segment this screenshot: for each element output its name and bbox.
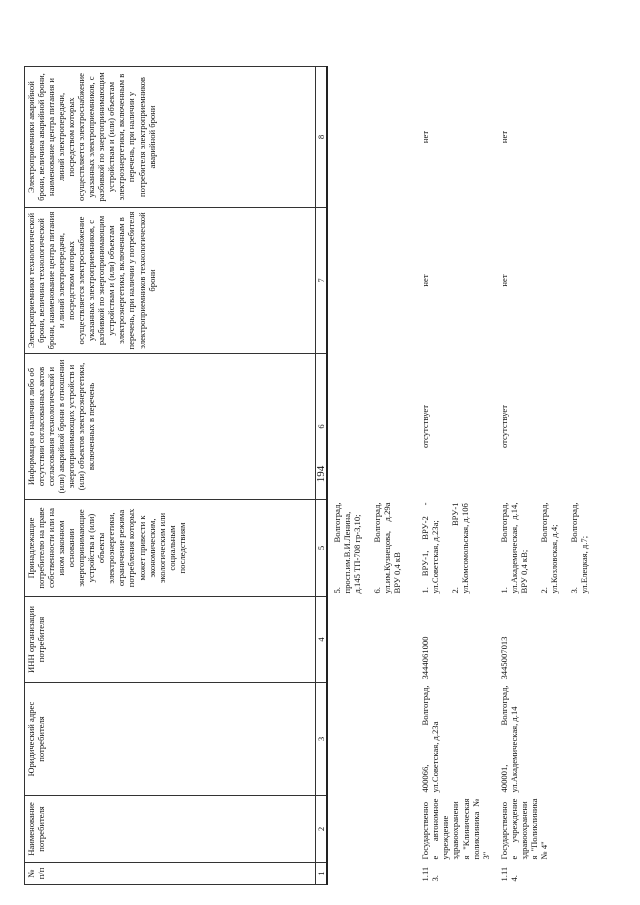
row-name: Государственное автономное учреждение здравоохранения "Клиническая поликлиника № 3" xyxy=(420,798,491,860)
header-row xyxy=(25,67,316,885)
row-address: 400066, Волгоград, ул.Советская, д.23а xyxy=(420,685,441,793)
header-col-devices: Принадлежащие потребителю на праве собственности или на ином законном основании энергопринимающие устройства и (или) объекты электроэнергетики, ограничение режима потребления которых может привести к экономическим, экологическим или социальным последствиям xyxy=(25,500,316,597)
row-name: Государственное учреждение здравоохранения "Поликлиника № 4" xyxy=(498,798,549,860)
row-tech-reserve: нет xyxy=(420,274,431,287)
row-number: 1.114. xyxy=(498,866,519,882)
rotated-page xyxy=(24,27,616,885)
header-col-emergency-reserve: Электроприемники аварийной брони, величина аварийной брони, наименование центра питания и линий электропередачи, посредством которых осуществляется электроснабжение указанных электроприемников, с разбивкой по энергопринимающим устройствам и (или) объектам электроэнергетики, включенным в перечень, при наличии у потребителя электроприемников аварийной брони xyxy=(25,67,316,208)
device-entry: 3. Волгоград, ул.Елецкая, д.7; xyxy=(568,502,589,594)
column-number: 2 xyxy=(316,796,328,863)
column-numbers-row xyxy=(316,67,328,885)
continuation-row xyxy=(327,67,416,885)
column-number: 1 xyxy=(316,863,328,885)
row-address: 400001, Волгоград, ул.Академическая, д.14 xyxy=(498,685,519,793)
table-row xyxy=(495,67,603,885)
device-entry: 1. ВРУ-1, ВРУ-2 - ул.Советская, д.23а; xyxy=(420,502,441,594)
header-col-tech-reserve: Электроприемники технологической брони, величина технологической брони, наименование центра питания и линий электропередачи, посредством которых осуществляется электроснабжение указанных электроприемников, с разбивкой по энергопринимающим устройствам и (или) объектам электроэнергетики, включенным в перечень, при наличии у потребителя электроприемников технологической брони xyxy=(25,208,316,354)
row-inn: 3445007013 xyxy=(498,636,509,680)
header-col-number: № п/п xyxy=(25,863,316,885)
header-col-inn: ИНН организации потребителя xyxy=(25,597,316,683)
continuation-devices xyxy=(327,500,416,597)
column-number: 3 xyxy=(316,683,328,796)
consumer-table xyxy=(24,66,603,885)
header-col-address: Юридический адрес потребителя xyxy=(25,683,316,796)
row-agreement: отсутствует xyxy=(420,405,431,448)
row-devices xyxy=(416,500,494,597)
row-emergency-reserve: нет xyxy=(420,130,431,144)
page-number: 194 xyxy=(315,465,327,483)
column-number: 7 xyxy=(316,208,328,354)
header-col-name: Наименование потребителя xyxy=(25,796,316,863)
row-devices xyxy=(495,500,603,597)
device-entry: 5. Волгоград, просп.им.В.И.Ленина, д.145 ТП-708 гр-3,10; xyxy=(332,502,363,594)
row-emergency-reserve: нет xyxy=(498,130,509,144)
column-number: 5 xyxy=(316,500,328,597)
device-entry: 2. Волгоград, ул.Козловская, д.4; xyxy=(538,502,559,594)
device-entry: 1. Волгоград, ул.Академическая, д.14, ВРУ 0,4 кВ; xyxy=(498,502,529,594)
column-number: 8 xyxy=(316,67,328,208)
device-entry: 2. ВРУ-1 ул.Комсомольская, д.10б xyxy=(450,502,471,594)
row-inn: 3444061000 xyxy=(420,636,431,680)
row-agreement: отсутствует xyxy=(498,405,509,448)
device-entry: 6. Волгоград, ул.им.Кузнецова, д.29а ВРУ 0,4 кВ xyxy=(372,502,403,594)
table-row xyxy=(416,67,494,885)
header-col-agreement: Информация о наличии либо об отсутствии согласованных актов согласования технологической и (или) аварийной брони в отношении энергопринимающих устройств и (или) объектов электроэнергетики, включенных в перечень xyxy=(25,354,316,500)
row-number: 1.113. xyxy=(420,866,441,882)
column-number: 6 xyxy=(316,354,328,500)
column-number: 4 xyxy=(316,597,328,683)
row-tech-reserve: нет xyxy=(498,274,509,287)
